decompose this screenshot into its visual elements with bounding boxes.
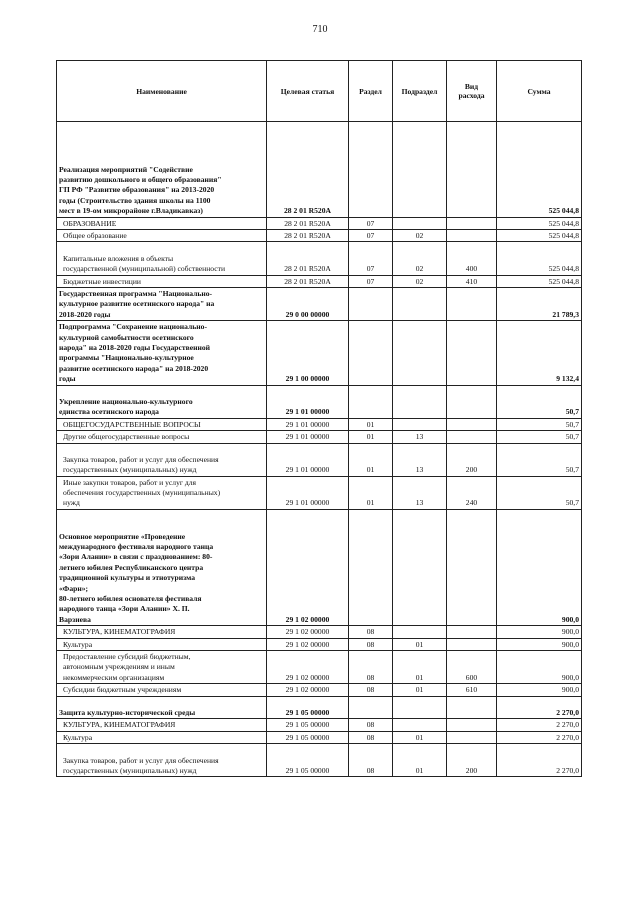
table-row [57,122,582,218]
row-section [349,509,393,625]
row-section [349,385,393,418]
row-section: 07 [349,229,393,241]
row-expense-type: 410 [447,275,497,287]
row-name: Субсидии бюджетным учреждениям [57,684,267,696]
row-subsection: 01 [393,744,447,777]
row-sum: 21 789,3 [497,287,582,320]
row-expense-type: 400 [447,242,497,275]
col-header-sum: Сумма [497,61,582,122]
row-sum: 50,7 [497,431,582,443]
row-subsection [393,122,447,218]
col-header-subsection: Подраздел [393,61,447,122]
table-row [57,719,582,731]
row-subsection [393,287,447,320]
table-row [57,418,582,430]
row-section: 08 [349,731,393,743]
row-sum: 50,7 [497,443,582,476]
col-header-section: Раздел [349,61,393,122]
row-subsection [393,626,447,638]
row-name: Закупка товаров, работ и услуг для обеспечения государственных (муниципальных) нужд [57,443,267,476]
row-name: Основное мероприятие «Проведение международного фестиваля народного танца «Зори Алании» в связи с празднованием: 80- летнего юбилея Республиканского центра традиционной культуры и этнотуризма «Фарн»; 80-летнего юбилея основателя фестиваля народного танца «Зори Алании» Х. П. Варзиева [57,509,267,625]
table-row [57,242,582,275]
expense-type-label: Вид расхода [458,82,485,100]
row-expense-type: 610 [447,684,497,696]
row-target-code: 29 1 05 00000 [267,744,349,777]
row-sum: 900,0 [497,509,582,625]
table-header-row [57,61,582,122]
table-row [57,696,582,719]
row-name: КУЛЬТУРА, КИНЕМАТОГРАФИЯ [57,719,267,731]
row-target-code: 29 1 01 00000 [267,385,349,418]
table-row [57,275,582,287]
row-sum: 50,7 [497,476,582,509]
row-sum: 2 270,0 [497,731,582,743]
row-subsection: 02 [393,229,447,241]
table-row [57,385,582,418]
row-name: Предоставление субсидий бюджетным, автономным учреждениям и иным некоммерческим организациям [57,651,267,684]
row-expense-type [447,418,497,430]
row-sum: 50,7 [497,385,582,418]
table-row [57,626,582,638]
col-header-expense-type [447,61,497,122]
row-section [349,287,393,320]
row-subsection [393,385,447,418]
row-target-code: 28 2 01 R520A [267,275,349,287]
row-target-code: 29 1 05 00000 [267,731,349,743]
row-sum: 2 270,0 [497,719,582,731]
row-expense-type [447,696,497,719]
row-subsection [393,719,447,731]
row-name: Общее образование [57,229,267,241]
row-subsection: 01 [393,731,447,743]
row-expense-type [447,385,497,418]
row-section: 08 [349,719,393,731]
row-expense-type [447,626,497,638]
row-subsection: 02 [393,275,447,287]
row-sum: 525 044,8 [497,229,582,241]
page-number: 710 [312,24,328,35]
table-row [57,731,582,743]
row-section: 08 [349,638,393,650]
row-target-code: 29 1 02 00000 [267,651,349,684]
row-expense-type [447,287,497,320]
row-target-code: 28 2 01 R520A [267,217,349,229]
table-row [57,217,582,229]
row-expense-type [447,321,497,385]
row-section: 01 [349,431,393,443]
row-expense-type [447,229,497,241]
row-sum: 525 044,8 [497,122,582,218]
row-name: Государственная программа "Национально- культурное развитие осетинского народа" на 2018-2020 годы [57,287,267,320]
row-target-code: 29 1 02 00000 [267,638,349,650]
row-expense-type [447,638,497,650]
row-expense-type [447,431,497,443]
row-target-code: 29 1 01 00000 [267,431,349,443]
row-subsection [393,321,447,385]
row-target-code: 28 2 01 R520A [267,229,349,241]
table-row [57,651,582,684]
row-target-code: 29 1 05 00000 [267,696,349,719]
row-section: 01 [349,476,393,509]
row-section: 01 [349,418,393,430]
row-subsection: 01 [393,684,447,696]
row-name: Культура [57,731,267,743]
row-expense-type [447,509,497,625]
row-target-code: 29 1 00 00000 [267,321,349,385]
table-row [57,321,582,385]
col-header-target: Целевая статья [267,61,349,122]
row-name: ОБРАЗОВАНИЕ [57,217,267,229]
row-name: Культура [57,638,267,650]
row-subsection: 02 [393,242,447,275]
row-target-code: 28 2 01 R520A [267,122,349,218]
row-sum: 900,0 [497,626,582,638]
row-subsection: 01 [393,651,447,684]
table-row [57,443,582,476]
row-sum: 525 044,8 [497,275,582,287]
table-row [57,638,582,650]
row-sum: 2 270,0 [497,696,582,719]
row-name: Бюджетные инвестиции [57,275,267,287]
row-subsection [393,696,447,719]
row-target-code: 28 2 01 R520A [267,242,349,275]
row-expense-type [447,731,497,743]
row-section: 07 [349,275,393,287]
row-section: 07 [349,242,393,275]
row-subsection [393,217,447,229]
row-target-code: 29 1 02 00000 [267,626,349,638]
row-subsection [393,509,447,625]
row-target-code: 29 1 02 00000 [267,684,349,696]
row-name: Иные закупки товаров, работ и услуг для обеспечения государственных (муниципальных) нужд [57,476,267,509]
row-name: Подпрограмма "Сохранение национально- культурной самобытности осетинского народа" на 2018-2020 годы Государственной программы "Национально-культурное развитие осетинского народа" на 2018-2020 годы [57,321,267,385]
row-expense-type: 600 [447,651,497,684]
table-row [57,229,582,241]
row-sum: 2 270,0 [497,744,582,777]
row-target-code: 29 1 05 00000 [267,719,349,731]
row-section [349,122,393,218]
row-sum: 525 044,8 [497,217,582,229]
row-expense-type: 240 [447,476,497,509]
row-subsection: 13 [393,443,447,476]
table-row [57,509,582,625]
row-target-code: 29 1 01 00000 [267,418,349,430]
row-section: 08 [349,684,393,696]
row-sum: 525 044,8 [497,242,582,275]
row-expense-type: 200 [447,443,497,476]
row-name: КУЛЬТУРА, КИНЕМАТОГРАФИЯ [57,626,267,638]
table-row [57,287,582,320]
row-subsection: 13 [393,476,447,509]
row-section [349,696,393,719]
row-name: ОБЩЕГОСУДАРСТВЕННЫЕ ВОПРОСЫ [57,418,267,430]
table-row [57,744,582,777]
row-sum: 50,7 [497,418,582,430]
row-section: 08 [349,626,393,638]
row-name: Защита культурно-исторической среды [57,696,267,719]
row-name: Реализация мероприятий "Содействие развитию дошкольного и общего образования" ГП РФ "Развитие образования" на 2013-2020 годы (Строительство здания школы на 1100 мест в 19-ом микрорайоне г.Владикавказ) [57,122,267,218]
table-row [57,476,582,509]
row-name: Закупка товаров, работ и услуг для обеспечения государственных (муниципальных) нужд [57,744,267,777]
row-target-code: 29 1 01 00000 [267,476,349,509]
row-expense-type [447,217,497,229]
row-expense-type [447,122,497,218]
row-sum: 900,0 [497,638,582,650]
table-row [57,431,582,443]
row-section: 07 [349,217,393,229]
row-target-code: 29 1 02 00000 [267,509,349,625]
row-sum: 900,0 [497,651,582,684]
row-subsection: 13 [393,431,447,443]
table-body [57,122,582,777]
row-section: 08 [349,651,393,684]
row-sum: 900,0 [497,684,582,696]
table-row [57,684,582,696]
row-section [349,321,393,385]
row-target-code: 29 1 01 00000 [267,443,349,476]
row-target-code: 29 0 00 00000 [267,287,349,320]
row-expense-type: 200 [447,744,497,777]
row-expense-type [447,719,497,731]
row-section: 08 [349,744,393,777]
row-subsection: 01 [393,638,447,650]
col-header-name: Наименование [57,61,267,122]
row-name: Капитальные вложения в объекты государственной (муниципальной) собственности [57,242,267,275]
row-name: Укрепление национально-культурного единства осетинского народа [57,385,267,418]
row-sum: 9 132,4 [497,321,582,385]
budget-table [56,60,582,777]
row-name: Другие общегосударственные вопросы [57,431,267,443]
row-subsection [393,418,447,430]
row-section: 01 [349,443,393,476]
